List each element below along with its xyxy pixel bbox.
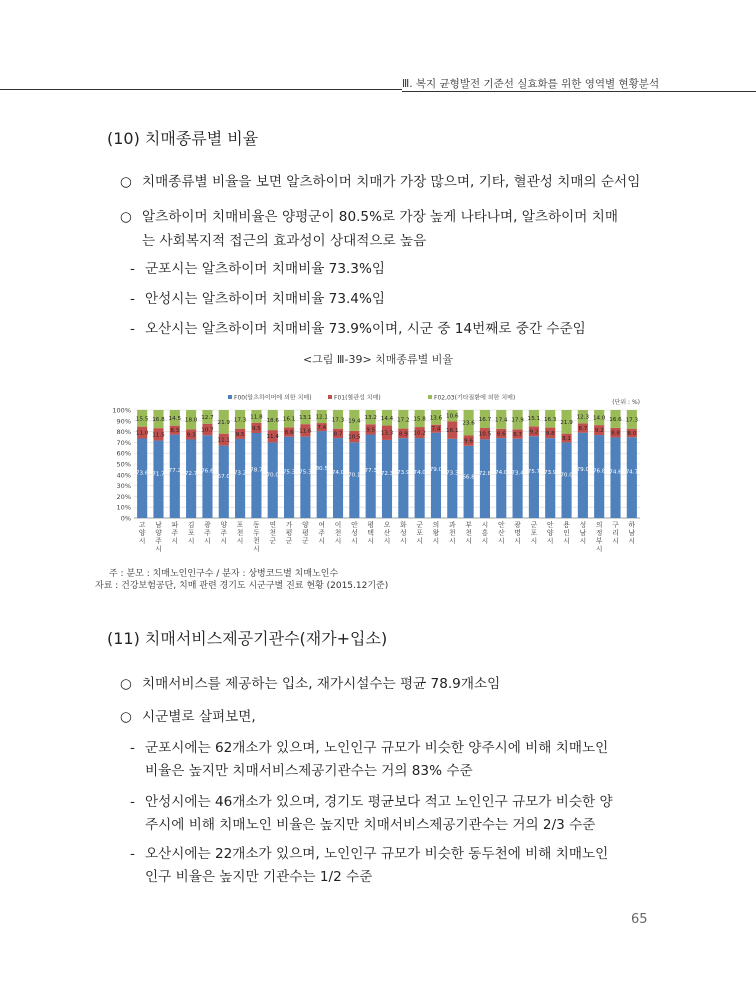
bullet-continuation: 는 사회복지적 접근의 효과성이 상대적으로 높음 <box>142 233 427 249</box>
y-tick-label: 60% <box>116 449 131 458</box>
category-label: 부 <box>465 521 472 529</box>
data-label: 71.7 <box>152 471 165 478</box>
data-label: 23.6 <box>462 420 475 427</box>
data-label: 72.8 <box>478 470 492 477</box>
category-label: 시 <box>383 537 391 545</box>
dash-item <box>130 842 608 862</box>
data-label: 9.5 <box>366 427 376 434</box>
bar-segment <box>496 438 506 518</box>
data-label: 15.1 <box>527 416 541 423</box>
data-label: 9.2 <box>594 428 604 435</box>
data-label: 73.9 <box>397 470 410 477</box>
category-label: 하 <box>628 521 636 529</box>
category-label: 화 <box>400 521 407 529</box>
category-label: 시 <box>204 537 211 545</box>
page-number: 65 <box>631 912 648 927</box>
dash-item <box>130 287 385 307</box>
category-label: 왕 <box>432 529 440 537</box>
category-label: 시 <box>546 537 554 545</box>
data-label: 10.6 <box>446 413 459 420</box>
dash-text: 안성시에는 46개소가 있으며, 경기도 평균보다 적고 노인인구 규모가 비슷한 양 <box>145 794 613 810</box>
bar-segment <box>480 439 490 518</box>
bar-segment <box>251 433 261 518</box>
bullet-marker: ○ <box>120 676 132 692</box>
legend-swatch <box>328 395 332 399</box>
data-label: 11.6 <box>299 428 312 435</box>
data-label: 14.0 <box>592 415 606 422</box>
category-label: 천 <box>465 529 472 537</box>
category-label: 남 <box>628 529 636 537</box>
category-label: 이 <box>334 521 342 529</box>
category-label: 성 <box>579 521 587 529</box>
header-rule-right <box>402 91 756 92</box>
category-label: 천 <box>253 537 260 545</box>
data-label: 70.0 <box>266 472 279 479</box>
category-label: 군 <box>269 537 277 545</box>
data-label: 73.6 <box>135 470 149 477</box>
bullet-item <box>120 205 618 225</box>
data-label: 74.0 <box>495 470 508 477</box>
category-label: 평 <box>367 521 374 529</box>
bar-segment <box>594 435 604 518</box>
data-label: 11.0 <box>135 430 149 437</box>
data-label: 13.3 <box>380 430 394 437</box>
figure-source: 자료 : 건강보험공단, 치매 관련 경기도 시군구별 진료 현황 (2015.12기준) <box>95 581 389 591</box>
category-label: 시 <box>612 537 619 545</box>
category-label: 시 <box>595 545 603 553</box>
y-tick-label: 30% <box>116 482 131 491</box>
category-label: 여 <box>318 521 325 529</box>
data-label: 74.7 <box>625 469 639 476</box>
bar-segment <box>186 439 196 518</box>
dash-text: 안성시는 알츠하이머 치매비율 73.4%임 <box>145 291 385 307</box>
data-label: 8.7 <box>513 432 523 439</box>
y-tick-label: 40% <box>116 471 131 480</box>
dash-item <box>130 736 608 756</box>
bar-segment <box>170 435 180 518</box>
legend-label: F02,03(기타질환에 의한 치매) <box>434 394 516 402</box>
category-label: 시 <box>253 545 260 553</box>
bar-segment <box>317 431 327 518</box>
data-label: 73.4 <box>511 470 524 477</box>
unit-label: (단위 : %) <box>612 399 640 406</box>
y-tick-label: 50% <box>116 460 131 469</box>
category-label: 천 <box>334 529 342 537</box>
bar-segment <box>513 439 523 518</box>
dash-continuation: 비율은 높지만 치매서비스제공기관수는 거의 83% 수준 <box>145 763 473 779</box>
data-label: 74.0 <box>331 470 345 477</box>
bullet-marker: ○ <box>120 209 132 225</box>
y-tick-label: 80% <box>116 428 131 437</box>
legend-label: F00(알츠하이머에 의한 치매) <box>234 394 312 402</box>
bar-segment <box>235 439 245 518</box>
dash-marker: - <box>130 321 135 337</box>
data-label: 67.0 <box>217 474 231 481</box>
data-label: 79.0 <box>429 467 443 474</box>
category-label: 양 <box>155 529 162 537</box>
data-label: 12.1 <box>315 414 328 421</box>
data-label: 9.2 <box>529 429 539 436</box>
data-label: 14.5 <box>168 415 182 422</box>
category-label: 양 <box>138 529 146 537</box>
bar-segment <box>284 437 294 518</box>
category-label: 시 <box>449 537 456 545</box>
data-label: 17.3 <box>331 417 345 424</box>
category-label: 시 <box>236 537 244 545</box>
category-label: 시 <box>579 537 587 545</box>
dash-marker: - <box>130 261 135 277</box>
dash-text: 오산시에는 22개소가 있으며, 노인인구 규모가 비슷한 동두천에 비해 치매노인 <box>145 846 609 862</box>
data-label: 8.6 <box>496 431 506 438</box>
category-label: 안 <box>351 521 358 529</box>
bar-segment <box>610 437 620 518</box>
bar-segment <box>137 439 147 518</box>
bar-segment <box>382 440 392 518</box>
bar-segment <box>447 439 457 518</box>
category-label: 과 <box>449 521 456 529</box>
category-label: 주 <box>220 529 228 537</box>
category-label: 김 <box>187 521 195 529</box>
data-label: 8.7 <box>578 425 588 432</box>
data-label: 9.8 <box>545 430 555 437</box>
category-label: 시 <box>530 537 538 545</box>
data-label: 70.0 <box>560 472 573 479</box>
data-label: 13.6 <box>429 415 443 422</box>
data-label: 8.8 <box>611 430 620 437</box>
data-label: 10.5 <box>348 434 361 441</box>
data-label: 11.5 <box>152 432 165 439</box>
category-label: 시 <box>318 537 325 545</box>
y-tick-label: 0% <box>120 514 131 523</box>
data-label: 9.3 <box>186 432 196 439</box>
data-label: 11.8 <box>250 414 263 421</box>
data-label: 19.4 <box>348 418 361 425</box>
bullet-text: 치매종류별 비율을 보면 알츠하이머 치매가 가장 많으며, 기타, 혈관성 치매의 순서임 <box>142 174 641 190</box>
category-label: 오 <box>383 521 391 529</box>
category-label: 군 <box>285 537 293 545</box>
category-label: 포 <box>416 529 423 537</box>
category-label: 리 <box>612 529 619 537</box>
y-tick-label: 100% <box>112 406 131 415</box>
data-label: 9.5 <box>235 431 245 438</box>
bullet-item <box>120 705 256 725</box>
dash-text: 군포시에는 62개소가 있으며, 노인인구 규모가 비슷한 양주시에 비해 치매노인 <box>145 740 609 756</box>
category-label: 시 <box>481 537 489 545</box>
data-label: 8.1 <box>562 436 572 443</box>
running-header: Ⅲ. 복지 균형발전 기준선 실효화를 위한 영역별 현황분석 <box>402 78 660 90</box>
category-label: 용 <box>563 521 570 529</box>
bullet-item <box>120 672 500 692</box>
bar-segment <box>153 441 163 518</box>
category-label: 연 <box>269 521 277 529</box>
data-label: 73.3 <box>446 470 459 477</box>
data-label: 66.8 <box>462 474 475 481</box>
data-label: 10.5 <box>478 431 492 438</box>
category-label: 성 <box>400 529 407 537</box>
data-label: 77.3 <box>364 468 377 475</box>
data-label: 13.2 <box>364 415 377 422</box>
category-label: 의 <box>432 521 440 529</box>
data-label: 74.6 <box>609 469 622 476</box>
data-label: 75.3 <box>299 469 312 476</box>
data-label: 77.2 <box>168 468 182 475</box>
bar-segment <box>366 435 376 518</box>
category-label: 시 <box>432 537 440 545</box>
bar-segment <box>464 446 474 518</box>
data-label: 15.5 <box>135 416 149 423</box>
category-label: 주 <box>155 537 162 545</box>
data-label: 79.0 <box>576 467 590 474</box>
data-label: 70.1 <box>348 472 361 479</box>
category-label: 군 <box>416 521 423 529</box>
data-label: 8.3 <box>170 428 180 435</box>
data-label: 73.2 <box>233 470 247 477</box>
bar-segment <box>627 437 637 518</box>
dash-marker: - <box>130 846 135 862</box>
figure-caption: <그림 Ⅲ-39> 치매종류별 비율 <box>302 353 454 366</box>
data-label: 75.7 <box>527 469 541 476</box>
data-label: 10.7 <box>201 427 214 434</box>
dash-continuation: 주시에 비해 치매노인 비율은 높지만 치매서비스제공기관수는 거의 2/3 수준 <box>145 817 596 833</box>
data-label: 13.1 <box>299 415 312 422</box>
y-tick-label: 90% <box>116 417 131 426</box>
stacked-bar-chart <box>108 392 648 554</box>
category-label: 가 <box>285 521 293 529</box>
data-label: 15.8 <box>413 416 426 423</box>
bar-segment <box>431 433 441 518</box>
category-label: 시 <box>481 521 489 529</box>
data-label: 17.9 <box>511 417 524 424</box>
bar-segment <box>349 442 359 518</box>
category-label: 광 <box>204 521 211 529</box>
category-label: 포 <box>530 529 538 537</box>
y-tick-label: 70% <box>116 438 131 447</box>
data-label: 78.7 <box>250 467 263 474</box>
category-label: 군 <box>530 521 538 529</box>
category-label: 파 <box>171 521 179 529</box>
dash-marker: - <box>130 794 135 810</box>
category-label: 의 <box>595 521 603 529</box>
data-label: 80.5 <box>315 466 328 473</box>
category-label: 양 <box>302 521 309 529</box>
data-label: 10.2 <box>413 430 426 437</box>
category-label: 안 <box>497 521 505 529</box>
bar-segment <box>202 435 212 518</box>
category-label: 시 <box>497 537 505 545</box>
data-label: 18.0 <box>184 417 198 424</box>
legend-label: F01(혈관성 치매) <box>334 394 381 402</box>
chart-svg <box>108 392 648 554</box>
data-label: 11.4 <box>266 434 279 441</box>
category-label: 동 <box>253 521 260 529</box>
bar-segment <box>300 437 310 518</box>
bullet-marker: ○ <box>120 174 132 190</box>
category-label: 천 <box>449 529 456 537</box>
data-label: 7.4 <box>317 425 327 432</box>
section-11-title: (11) 치매서비스제공기관수(재가+입소) <box>107 629 388 648</box>
bar-segment <box>333 438 343 518</box>
data-label: 8.7 <box>333 431 343 438</box>
figure-note: 주 : 분모 : 치매노인인구수 / 분자 : 상병코드별 치매노인수 <box>109 569 339 579</box>
y-tick-label: 10% <box>116 503 131 512</box>
data-label: 18.6 <box>266 418 279 425</box>
bullet-text: 알츠하이머 치매비율은 양평군이 80.5%로 가장 높게 나타나며, 알츠하이머 치매 <box>142 209 619 225</box>
category-label: 평 <box>302 529 309 537</box>
category-label: 양 <box>220 521 228 529</box>
bar-segment <box>268 442 278 518</box>
data-label: 76.6 <box>201 468 214 475</box>
data-label: 16.8 <box>152 417 165 424</box>
dash-text: 군포시는 알츠하이머 치매비율 73.3%임 <box>145 261 385 277</box>
data-label: 9.5 <box>251 425 261 432</box>
bar-segment <box>561 442 571 518</box>
category-label: 시 <box>367 537 374 545</box>
data-label: 16.1 <box>282 416 296 423</box>
bullet-text: 치매서비스를 제공하는 입소, 재가시설수는 평균 78.9개소임 <box>142 676 501 692</box>
category-label: 구 <box>612 521 619 529</box>
category-label: 정 <box>595 529 603 537</box>
category-label: 고 <box>138 521 146 529</box>
category-label: 남 <box>579 529 587 537</box>
category-label: 시 <box>138 537 146 545</box>
data-label: 8.6 <box>284 430 294 437</box>
bar-segment <box>398 438 408 518</box>
category-label: 양 <box>546 529 554 537</box>
bar-segment <box>578 433 588 518</box>
category-label: 시 <box>334 537 342 545</box>
bar-segment <box>529 436 539 518</box>
bullet-item <box>120 170 640 190</box>
data-label: 76.8 <box>592 468 606 475</box>
category-label: 시 <box>465 537 472 545</box>
category-label: 포 <box>236 521 244 529</box>
category-label: 시 <box>514 537 521 545</box>
category-label: 인 <box>563 529 570 537</box>
category-label: 산 <box>497 529 505 537</box>
dash-item <box>130 317 586 337</box>
data-label: 17.4 <box>495 417 508 424</box>
category-label: 시 <box>563 537 570 545</box>
category-label: 흥 <box>481 529 489 537</box>
category-label: 산 <box>383 529 391 537</box>
data-label: 17.2 <box>397 417 410 424</box>
section-10-title: (10) 치매종류별 비율 <box>107 129 259 148</box>
category-label: 시 <box>171 537 179 545</box>
data-label: 12.3 <box>576 414 590 421</box>
bar-segment <box>545 438 555 518</box>
bar-segment <box>415 438 425 518</box>
data-label: 12.7 <box>201 414 214 421</box>
data-label: 8.0 <box>627 431 637 438</box>
category-label: 시 <box>187 537 195 545</box>
category-label: 시 <box>351 537 358 545</box>
category-label: 시 <box>400 537 407 545</box>
category-label: 부 <box>595 537 603 545</box>
legend-swatch <box>228 395 232 399</box>
category-label: 시 <box>416 537 423 545</box>
data-label: 21.9 <box>560 419 573 426</box>
category-label: 안 <box>546 521 554 529</box>
category-label: 주 <box>171 529 179 537</box>
bullet-marker: ○ <box>120 709 132 725</box>
data-label: 73.9 <box>543 470 557 477</box>
data-label: 16.3 <box>543 416 557 423</box>
dash-item <box>130 790 613 810</box>
category-label: 두 <box>253 529 260 537</box>
category-label: 시 <box>628 537 636 545</box>
dash-item <box>130 257 385 277</box>
data-label: 75.3 <box>282 469 296 476</box>
category-label: 천 <box>236 529 244 537</box>
data-label: 21.9 <box>217 419 231 426</box>
category-label: 천 <box>269 529 277 537</box>
bullet-text: 시군별로 살펴보면, <box>142 709 256 725</box>
category-label: 성 <box>351 529 358 537</box>
data-label: 17.3 <box>625 417 639 424</box>
data-label: 72.3 <box>380 471 394 478</box>
y-tick-label: 20% <box>116 492 131 501</box>
data-label: 9.6 <box>464 438 474 445</box>
data-label: 16.1 <box>446 428 459 435</box>
data-label: 7.4 <box>431 426 441 433</box>
category-label: 시 <box>220 537 228 545</box>
dash-text: 오산시는 알츠하이머 치매비율 73.9%이며, 시군 중 14번째로 중간 수준임 <box>145 321 586 337</box>
category-label: 포 <box>187 529 195 537</box>
bar-segment <box>219 446 229 518</box>
data-label: 8.9 <box>398 431 408 438</box>
data-label: 72.7 <box>184 470 198 477</box>
data-label: 74.0 <box>413 470 426 477</box>
category-label: 주 <box>318 529 325 537</box>
category-label: 시 <box>155 545 162 553</box>
data-label: 16.6 <box>609 416 622 423</box>
dash-continuation: 인구 비율은 높지만 기관수는 1/2 수준 <box>145 869 373 885</box>
category-label: 택 <box>367 529 374 537</box>
dash-marker: - <box>130 740 135 756</box>
data-label: 14.4 <box>380 415 394 422</box>
legend-swatch <box>428 395 432 399</box>
category-label: 주 <box>204 529 211 537</box>
data-label: 16.7 <box>478 417 492 424</box>
category-label: 평 <box>285 529 293 537</box>
category-label: 남 <box>155 521 162 529</box>
category-label: 군 <box>302 537 309 545</box>
category-label: 광 <box>514 521 521 529</box>
dash-marker: - <box>130 291 135 307</box>
data-label: 11.1 <box>217 437 231 444</box>
category-label: 명 <box>514 529 521 537</box>
header-rule <box>0 89 402 90</box>
data-label: 17.3 <box>233 417 247 424</box>
